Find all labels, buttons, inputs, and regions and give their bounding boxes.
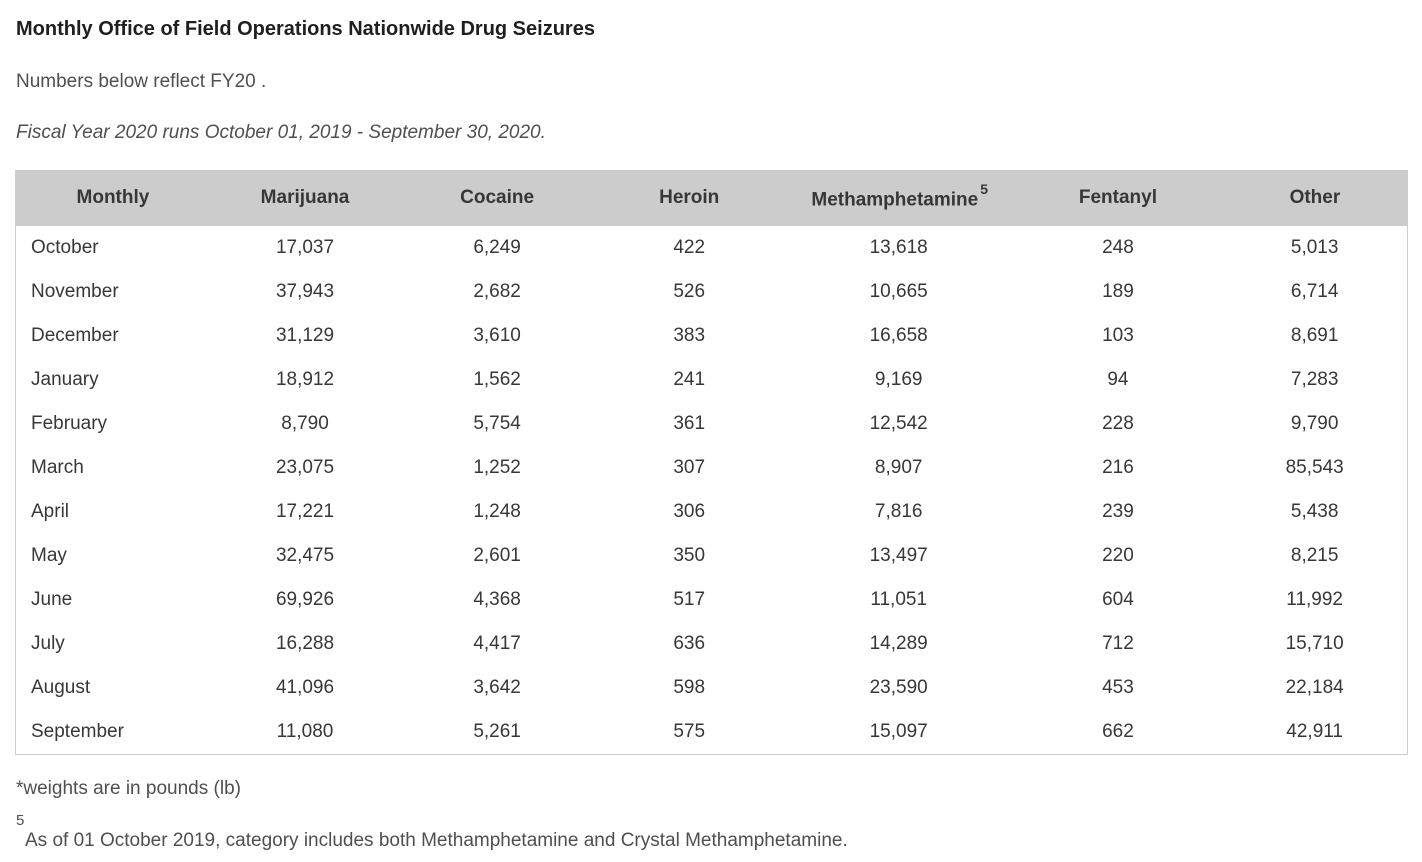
value-cell: 4,368 — [473, 589, 521, 610]
value-cell: 189 — [1102, 281, 1134, 302]
footnote-marker: 5 — [16, 812, 25, 829]
value-cell: 361 — [673, 413, 706, 434]
value-cell: 216 — [1102, 457, 1134, 478]
value-cell: 3,610 — [473, 325, 521, 346]
value-cell: 69,926 — [275, 589, 335, 610]
value-cell: 8,790 — [281, 413, 329, 434]
column-header-footnote-marker: 5 — [980, 180, 988, 197]
value-cell: 85,543 — [1285, 457, 1344, 478]
value-cell: 8,691 — [1290, 325, 1339, 346]
table-row — [16, 710, 1408, 755]
value-cell: 14,289 — [869, 633, 928, 654]
table-row — [16, 358, 1408, 402]
table-header — [16, 171, 1408, 226]
month-cell: March — [31, 457, 84, 478]
column-header-cocaine: Cocaine — [400, 171, 595, 226]
table-row — [16, 534, 1408, 578]
value-cell: 22,184 — [1285, 677, 1344, 698]
value-cell: 11,051 — [870, 589, 928, 610]
table-header-row — [16, 171, 1408, 226]
value-cell: 5,754 — [473, 413, 521, 434]
value-cell: 18,912 — [275, 369, 335, 390]
value-cell: 15,710 — [1285, 633, 1344, 654]
value-cell: 16,658 — [869, 325, 928, 346]
value-cell: 8,907 — [874, 457, 923, 478]
value-cell: 220 — [1102, 545, 1134, 566]
value-cell: 16,288 — [275, 633, 335, 654]
table-row — [16, 402, 1408, 446]
value-cell: 42,911 — [1286, 721, 1343, 742]
value-cell: 1,252 — [473, 457, 521, 478]
value-cell: 13,618 — [869, 237, 928, 258]
month-cell: February — [31, 413, 108, 434]
value-cell: 37,943 — [275, 281, 335, 302]
value-cell: 7,816 — [874, 501, 923, 522]
value-cell: 15,097 — [869, 721, 928, 742]
value-cell: 241 — [673, 369, 706, 390]
value-cell: 17,037 — [275, 237, 335, 258]
value-cell: 10,665 — [869, 281, 928, 302]
table-row — [16, 226, 1408, 271]
value-cell: 526 — [673, 281, 706, 302]
value-cell: 5,438 — [1290, 501, 1339, 522]
column-header-heroin: Heroin — [595, 171, 784, 226]
month-cell: November — [31, 281, 119, 302]
table-row — [16, 270, 1408, 314]
value-cell: 2,682 — [473, 281, 521, 302]
month-cell: July — [31, 633, 65, 654]
table-row — [16, 490, 1408, 534]
month-cell: August — [31, 677, 91, 698]
value-cell: 5,013 — [1290, 237, 1339, 258]
value-cell: 307 — [673, 457, 706, 478]
column-header-fentanyl: Fentanyl — [1014, 171, 1223, 226]
month-cell: December — [31, 325, 119, 346]
footnote-methamphetamine — [16, 813, 1408, 852]
value-cell: 636 — [673, 633, 706, 654]
value-cell: 5,261 — [473, 721, 521, 742]
value-cell: 598 — [673, 677, 706, 698]
value-cell: 23,590 — [869, 677, 928, 698]
value-cell: 7,283 — [1290, 369, 1339, 390]
drug-seizures-table — [15, 170, 1408, 755]
value-cell: 662 — [1102, 721, 1134, 742]
value-cell: 604 — [1102, 589, 1134, 610]
value-cell: 9,169 — [874, 369, 923, 390]
table-row — [16, 578, 1408, 622]
month-cell: May — [31, 545, 67, 566]
value-cell: 23,075 — [275, 457, 335, 478]
value-cell: 11,992 — [1286, 589, 1343, 610]
month-cell: June — [31, 589, 73, 610]
value-cell: 9,790 — [1290, 413, 1339, 434]
value-cell: 228 — [1102, 413, 1134, 434]
month-cell: April — [31, 501, 70, 522]
column-header-monthly: Monthly — [16, 171, 211, 226]
column-header-other: Other — [1222, 171, 1407, 226]
value-cell: 422 — [673, 237, 706, 258]
value-cell: 6,249 — [473, 237, 521, 258]
page-title: Monthly Office of Field Operations Nationwide Drug Seizures — [16, 18, 595, 40]
value-cell: 3,642 — [473, 677, 521, 698]
table-row — [16, 622, 1408, 666]
table-body — [16, 226, 1408, 755]
table-row — [16, 446, 1408, 490]
value-cell: 517 — [673, 589, 706, 610]
value-cell: 103 — [1102, 325, 1134, 346]
value-cell: 6,714 — [1290, 281, 1339, 302]
value-cell: 31,129 — [275, 325, 335, 346]
value-cell: 2,601 — [473, 545, 521, 566]
month-cell: October — [31, 237, 99, 258]
column-header-marijuana: Marijuana — [210, 171, 399, 226]
value-cell: 350 — [673, 545, 706, 566]
value-cell: 453 — [1102, 677, 1134, 698]
value-cell: 712 — [1102, 633, 1134, 654]
value-cell: 239 — [1102, 501, 1134, 522]
value-cell: 41,096 — [275, 677, 335, 698]
value-cell: 575 — [673, 721, 706, 742]
value-cell: 248 — [1102, 237, 1134, 258]
value-cell: 32,475 — [275, 545, 335, 566]
month-cell: January — [31, 369, 99, 390]
table-row — [16, 314, 1408, 358]
month-cell: September — [31, 721, 124, 742]
value-cell: 1,248 — [473, 501, 521, 522]
value-cell: 13,497 — [869, 545, 928, 566]
value-cell: 11,080 — [276, 721, 334, 742]
value-cell: 383 — [673, 325, 706, 346]
footnote-text: As of 01 October 2019, category includes both Methamphetamine and Crystal Methamphetamine. — [25, 829, 848, 851]
value-cell: 17,221 — [275, 501, 335, 522]
value-cell: 12,542 — [869, 413, 928, 434]
column-header-methamphetamine: Methamphetamine$^5$ — [784, 171, 1014, 226]
table-row — [16, 666, 1408, 710]
fiscal-year-note: Fiscal Year 2020 runs October 01, 2019 - September 30, 2020. — [16, 122, 546, 143]
value-cell: 4,417 — [473, 633, 521, 654]
subtitle-fy-note: Numbers below reflect FY20 . — [16, 71, 267, 92]
value-cell: 94 — [1107, 369, 1129, 390]
value-cell: 306 — [673, 501, 706, 522]
value-cell: 1,562 — [473, 369, 521, 390]
weights-unit-note: *weights are in pounds (lb) — [16, 778, 241, 799]
value-cell: 8,215 — [1290, 545, 1339, 566]
